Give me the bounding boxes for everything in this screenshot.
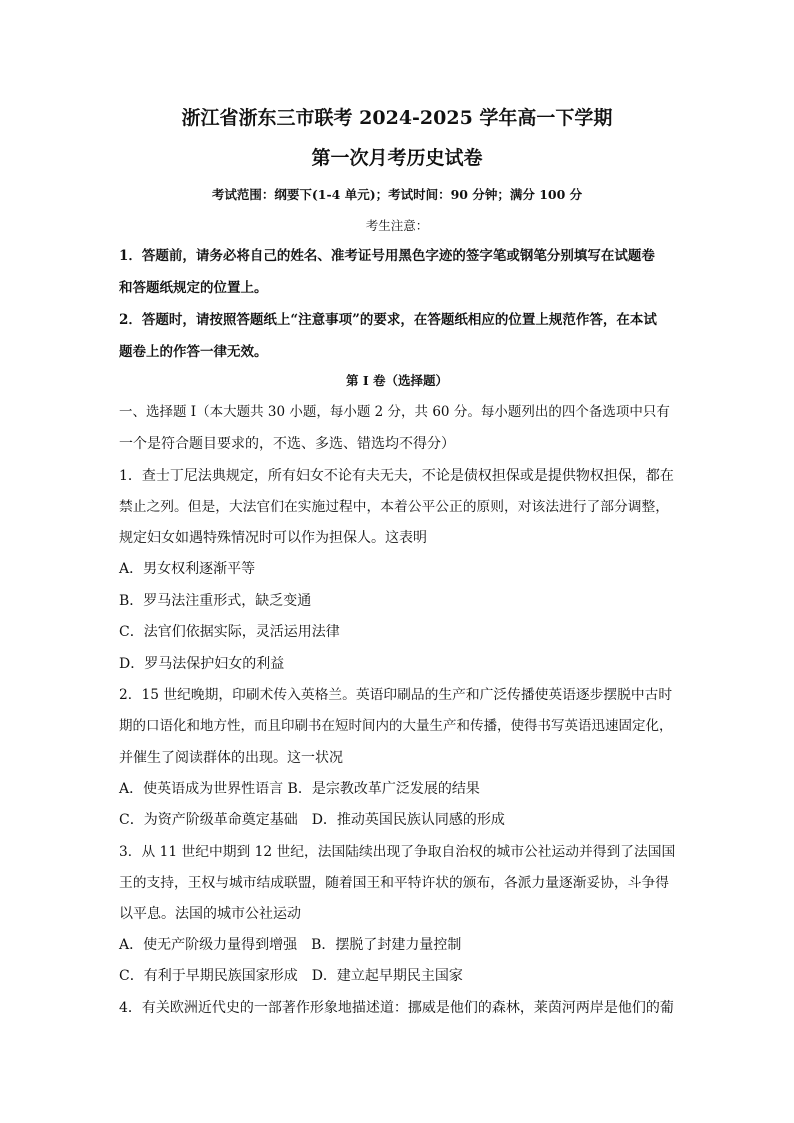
q3-options-ab: A．使无产阶级力量得到增强 B．摆脱了封建力量控制 [119,937,462,953]
q1-option-c: C．法官们依据实际，灵活运用法律 [119,624,340,640]
notice-item-1-line-1: 1．答题前，请务必将自己的姓名、准考证号用黑色字迹的签字笔或钢笔分别填写在试题卷 [119,248,655,264]
q1-option-a: A．男女权利逐渐平等 [119,561,256,577]
q2-stem-line-3: 并催生了阅读群体的出现。这一状况 [119,750,343,766]
section-intro-line-1: 一、选择题 I（本大题共 30 小题，每小题 2 分，共 60 分。每小题列出的四个备选项中只有 [119,404,670,420]
q2-stem-line-2: 期的口语化和地方性，而且印刷书在短时间内的大量生产和传播，使得书写英语迅速固定化， [119,718,673,734]
q3-stem-line-3: 以平息。法国的城市公社运动 [119,906,301,922]
q1-stem-line-3: 规定妇女如遇特殊情况时可以作为担保人。这表明 [119,530,427,546]
q2-stem-line-1: 2．15 世纪晚期，印刷术传入英格兰。英语印刷品的生产和广泛传播使英语逐步摆脱中古时 [119,687,673,703]
section-heading: 第 I 卷（选择题） [345,373,449,388]
q1-option-d: D．罗马法保护妇女的利益 [119,656,285,672]
q3-stem-line-2: 王的支持，王权与城市结成联盟，随着国王和平特许状的颁布，各派力量逐渐妥协，斗争得 [119,875,670,891]
exam-info: 考试范围：纲要下(1-4 单元)；考试时间：90 分钟；满分 100 分 [211,187,583,202]
q1-stem-line-2: 禁止之列。但是，大法官们在实施过程中，本着公平公正的原则，对该法进行了部分调整， [119,499,670,515]
q4-stem-line-1: 4．有关欧洲近代史的一部著作形象地描述道：挪威是他们的森林，莱茵河两岸是他们的葡 [119,1000,674,1016]
notice-item-1-line-2: 和答题纸规定的位置上。 [119,280,268,296]
q3-options-cd: C．有利于早期民族国家形成 D．建立起早期民主国家 [119,968,463,984]
q1-stem-line-1: 1．查士丁尼法典规定，所有妇女不论有夫无夫，不论是债权担保或是提供物权担保，都在 [119,468,674,484]
exam-title-line2: 第一次月考历史试卷 [311,147,483,169]
notice-item-2-line-2: 题卷上的作答一律无效。 [119,344,268,360]
notice-heading: 考生注意： [365,218,429,233]
q2-options-cd: C．为资产阶级革命奠定基础 D．推动英国民族认同感的形成 [119,812,505,828]
q3-stem-line-1: 3．从 11 世纪中期到 12 世纪，法国陆续出现了争取自治权的城市公社运动并得到了法国国 [119,844,676,860]
notice-item-2-line-1: 2．答题时，请按照答题纸上“注意事项”的要求，在答题纸相应的位置上规范作答，在本试 [119,312,657,328]
q2-options-ab: A．使英语成为世界性语言 B．是宗教改革广泛发展的结果 [119,781,480,797]
exam-title-line1: 浙江省浙东三市联考 2024-2025 学年高一下学期 [181,107,613,129]
section-intro-line-2: 一个是符合题目要求的，不选、多选、错选均不得分） [119,436,455,452]
q1-option-b: B．罗马法注重形式，缺乏变通 [119,593,312,609]
